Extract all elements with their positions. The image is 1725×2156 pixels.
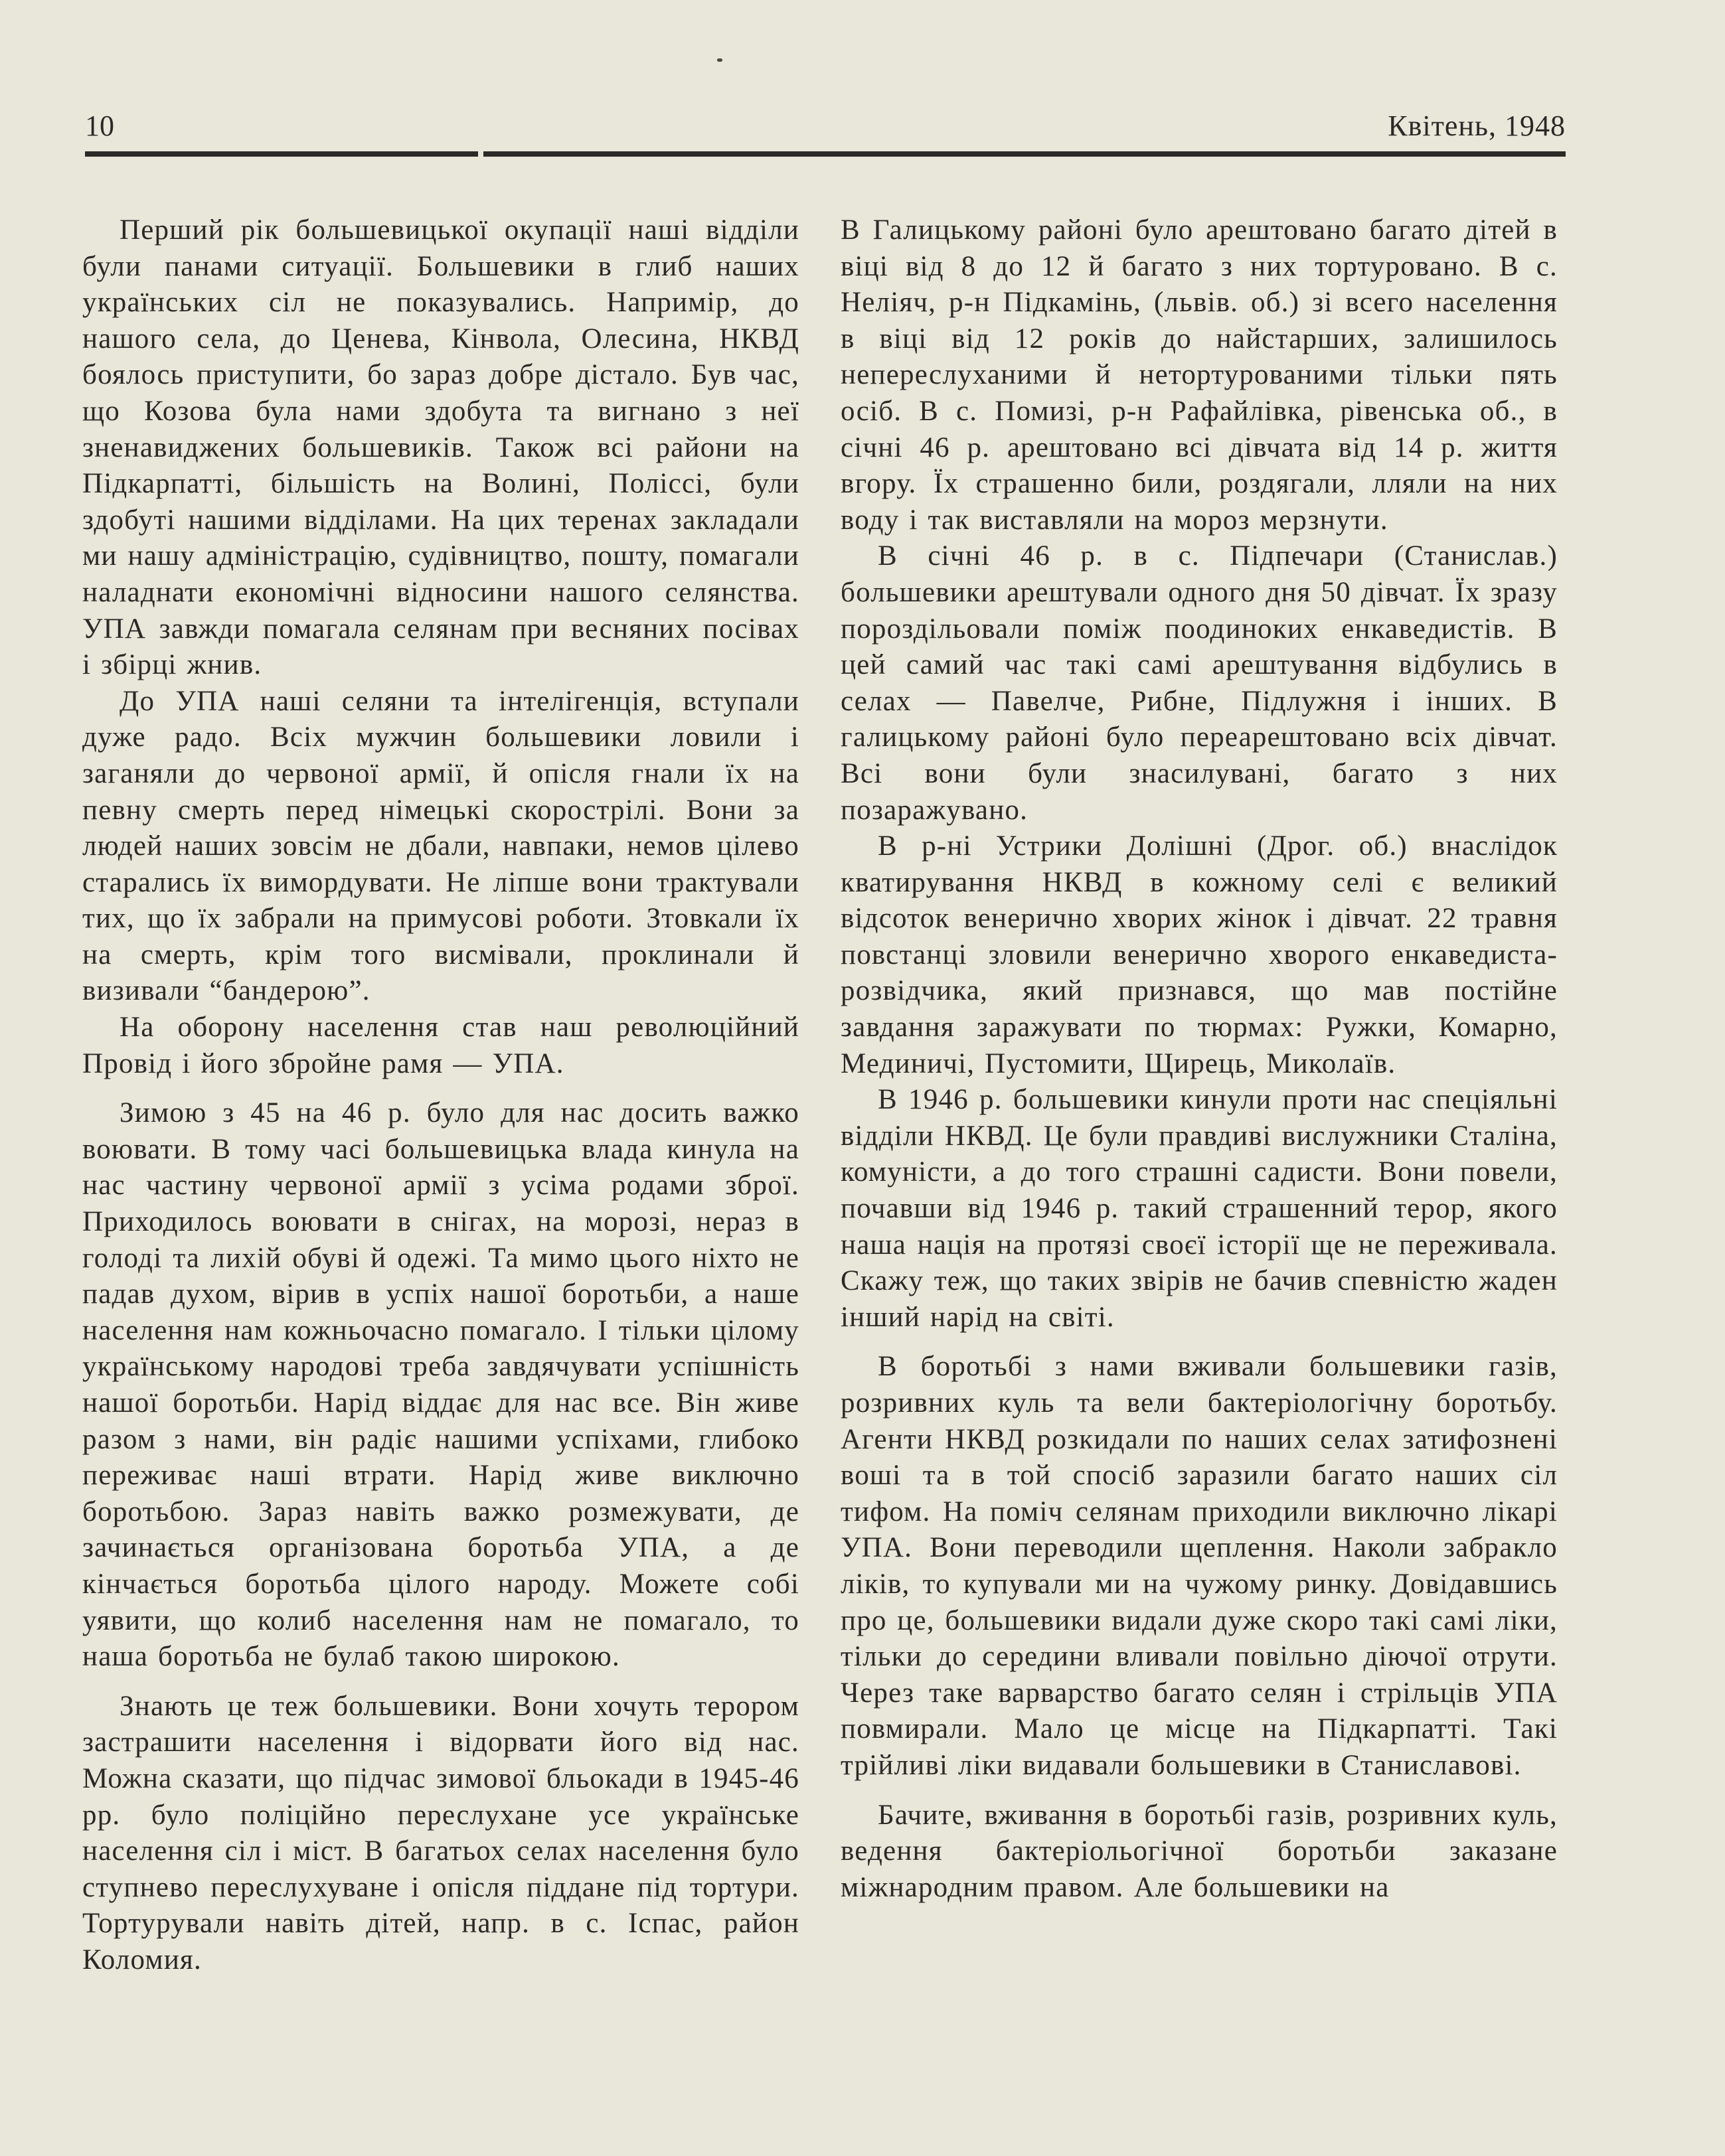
left-column <box>82 212 799 1979</box>
paragraph: В 1946 р. большевики кинули проти нас спеціяльні відділи НКВД. Це були правдиві вислужники Сталіна, комуністи, а до того страшні садисти. Вони повели, почавши від 1946 р. такий страшенний терор, якого наша нація на протязі своєї історії ще не переживала. Скажу теж, що таких звірів не бачив спевністю жаден інший нарід на світі. <box>841 1084 1558 1333</box>
issue-date: Квітень, 1948 <box>1388 110 1566 142</box>
paragraph: Зимою з 45 на 46 р. було для нас досить важко воювати. В тому часі большевицька влада кинула на нас частину червоної армії з усіма родами зброї. Приходилось воювати в снігах, на морозі, нераз в голоді та лихій обуві й одежі. Та мимо цього ніхто не падав духом, вірив в успіх нашої боротьби, а наше населення нам кожньочасно помагало. І тільки цілому українському народові треба завдячувати успішність нашої боротьби. Нарід віддає для нас все. Він живе разом з нами, він радіє нашими успіхами, глибоко переживає наші втрати. Нарід живе виключно боротьбою. Зараз навіть важко розмежувати, де зачинається організована боротьба УПА, а де кінчається боротьба цілого народу. Можете собі уявити, що колиб населення нам не помагало, то наша боротьба не булаб такою широкою. <box>82 1097 799 1673</box>
paragraph: До УПА наші селяни та інтелігенція, вступали дуже радо. Всіх мужчин большевики ловили і заганяли до червоної армії, й опісля гнали їх на певну смерть перед німецькі скорострілі. Вони за людей наших зовсім не дбали, навпаки, немов цілево старались їх вимордувати. Не ліпше вони трактували тих, що їх забрали на примусові роботи. Зтовкали їх на смерть, крім того висмівали, проклинали й визивали “бандерою”. <box>82 685 799 1007</box>
paragraph: В Галицькому районі було арештовано багато дітей в віці від 8 до 12 й багато з них тортуровано. В с. Неліяч, р-н Підкамінь, (львів. об.) зі всего населення в віці від 12 років до найстарших, залишилось непереслуханими й нетортурованими тільки пять осіб. В с. Помизі, р-н Рафайлівка, рівенська об., в січні 46 р. арештовано всі дівчата від 14 р. життя вгору. Їх страшенно били, роздягали, лляли на них воду і так виставляли на мороз мерзнути. <box>841 214 1558 536</box>
paragraph: В січні 46 р. в с. Підпечари (Станислав.) большевики арештували одного дня 50 дівчат. Їх зразу пороздільовали поміж поодиноких енкаведистів. В цей самий час такі самі арештування відбулись в селах — Павелче, Рибне, Підлужня і інших. В галицькому районі було переарештовано всіх дівчат. Всі вони були знасилувані, багато з них позаражувано. <box>841 540 1558 826</box>
right-column <box>841 212 1558 1906</box>
header-rule-right <box>483 151 1566 157</box>
paragraph: На оборону населення став наш революційний Провід і його збройне рамя — УПА. <box>82 1012 799 1079</box>
print-speck <box>717 58 722 62</box>
paragraph: В боротьбі з нами вживали большевики газів, розривних куль та вели бактеріологічну боротьбу. Агенти НКВД розкидали по наших селах затифознені воші та в той спосіб заразили багато наших сіл тифом. На поміч селянам приходили виключно лікарі УПА. Вони переводили щеплення. Наколи забракло ліків, то купували ми на чужому ринку. Довідавшись про це, большевики видали дуже скоро такі самі ліки, тільки до середини вливали повільно діючої отрути. Через таке варварство багато селян і стрільців УПА повмирали. Мало це місце на Підкарпатті. Такі трійливі ліки видавали большевики в Станиславові. <box>841 1351 1558 1781</box>
page-number: 10 <box>85 110 114 142</box>
page-header <box>85 106 1566 146</box>
paragraph: Перший рік большевицької окупації наші відділи були панами ситуації. Большевики в глиб наших українських сіл не показувались. Напримір, до нашого села, до Ценева, Кінвола, Олесина, НКВД боялось приступити, бо зараз добре дістало. Був час, що Козова була нами здобута та вигнано з неї зненавиджених большевиків. Також всі райони на Підкарпатті, більшість на Волині, Поліссі, були здобуті нашими відділами. На цих теренах закладали ми нашу адміністрацію, судівництво, пошту, помагали наладнати економічні відносини нашого селянства. УПА завжди помагала селянам при весняних посівах і збірці жнив. <box>82 214 799 681</box>
paragraph: Знають це теж большевики. Вони хочуть терором застрашити населення і відорвати його від нас. Можна сказати, що підчас зимової бльокади в 1945-46 рр. було поліційно переслухане усе українське населення сіл і міст. В багатьох селах населення було ступнево переслухуване і опісля піддане під тортури. Тортурували навіть дітей, напр. в с. Іспас, район Коломия. <box>82 1690 799 1975</box>
paragraph: Бачите, вживання в боротьбі газів, розривних куль, ведення бактеріольогічної боротьби заказане міжнародним правом. Але большевики на <box>841 1799 1558 1903</box>
header-rule-left <box>85 151 478 157</box>
paragraph: В р-ні Устрики Долішні (Дрог. об.) внаслідок кватирування НКВД в кожному селі є великий відсоток венерично хворих жінок і дівчат. 22 травня повстанці зловили венерично хворого енкаведиста-розвідчика, який признався, що мав постійне завдання заражувати по тюрмах: Ружки, Комарно, Мединичі, Пустомити, Щирець, Миколаїв. <box>841 830 1558 1079</box>
